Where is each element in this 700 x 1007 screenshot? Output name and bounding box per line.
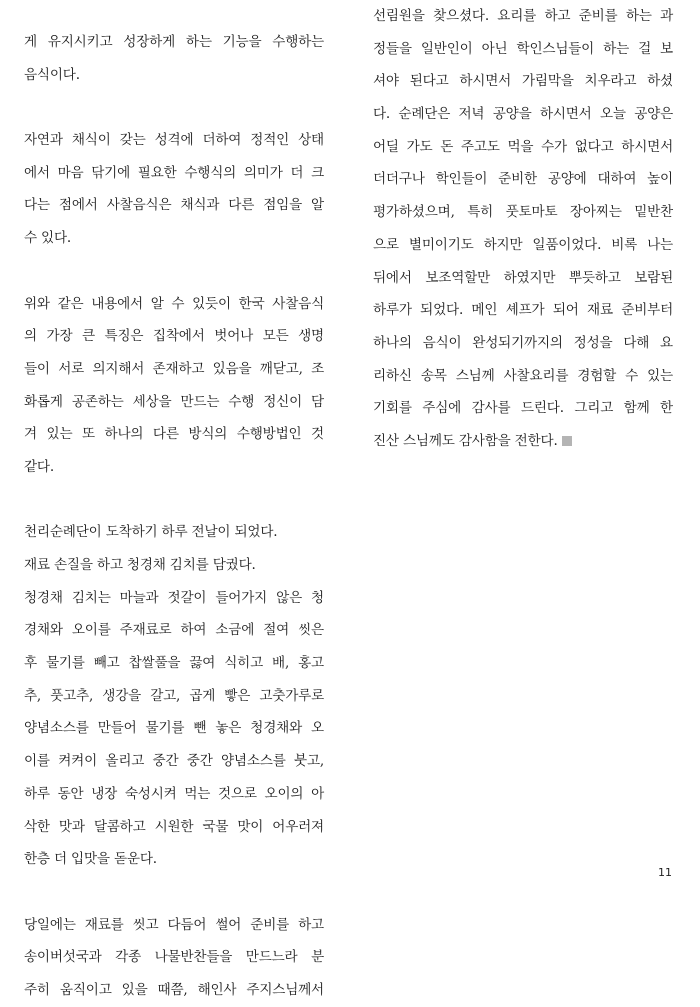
end-square-icon: [562, 436, 572, 446]
text-line: 들이 서로 의지해서 존재하고 있음을 깨닫고, 조: [24, 360, 324, 377]
text-line: 어딜 가도 돈 주고도 먹을 수가 없다고 하시면서: [373, 138, 673, 155]
text-line: 삭한 맛과 달콤하고 시원한 국물 맛이 어우러져: [24, 818, 324, 835]
text-line: 한층 더 입맛을 돋운다.: [24, 851, 157, 868]
text-line: 게 유지시키고 성장하게 하는 기능을 수행하는: [24, 34, 324, 50]
text-line: 추, 풋고추, 생강을 갈고, 곱게 빻은 고춧가루로: [24, 687, 324, 704]
paragraph-1: [24, 26, 324, 91]
final-sentence: 진산 스님께도 감사함을 전한다.: [373, 432, 558, 449]
text-line: 다. 순례단은 저녁 공양을 하시면서 오늘 공양은: [373, 106, 673, 123]
page-number: 11: [658, 866, 672, 879]
text-line: 위와 같은 내용에서 알 수 있듯이 한국 사찰음식: [24, 295, 324, 312]
text-line: 으로 별미이기도 하지만 일품이었다. 비록 나는: [373, 236, 673, 253]
text-line: 하루 동안 냉장 숙성시켜 먹는 것으로 오이의 아: [24, 785, 324, 802]
text-line: 천리순례단이 도착하기 하루 전날이 되었다.: [24, 524, 278, 541]
text-line: 음식이다.: [24, 66, 80, 83]
text-line: 후 물기를 빼고 찹쌀풀을 끓여 식히고 배, 홍고: [24, 655, 324, 672]
right-column: [373, 0, 673, 458]
text-line: 평가하셨으며, 특히 풋토마토 장아찌는 밑반찬: [373, 204, 673, 221]
text-line: 기회를 주심에 감사를 드린다. 그리고 함께 한: [373, 400, 673, 417]
text-line: 같다.: [24, 458, 54, 475]
text-line: 경채와 오이를 주재료로 하여 소금에 절여 씻은: [24, 622, 324, 639]
text-line: 의 가장 큰 특징은 집착에서 벗어나 모든 생명: [24, 328, 324, 345]
paragraph-5: [24, 909, 324, 1007]
text-line: 리하신 송목 스님께 사찰요리를 경험할 수 있는: [373, 367, 673, 384]
text-line: 뒤에서 보조역할만 하였지만 뿌듯하고 보람된: [373, 269, 673, 286]
text-line: 다는 점에서 사찰음식은 채식과 다른 점임을 알: [24, 197, 324, 214]
text-line: 송이버섯국과 각종 나물반찬들을 만드느라 분: [24, 949, 324, 966]
left-column: [24, 0, 324, 1007]
text-line: 더더구나 학인들이 준비한 공양에 대하여 높이: [373, 171, 673, 188]
paragraph-continued: [373, 0, 673, 458]
text-line: 당일에는 재료를 씻고 다듬어 썰어 준비를 하고: [24, 916, 324, 933]
text-line: 주히 움직이고 있을 때쯤, 해인사 주지스님께서: [24, 981, 324, 998]
text-line: 수 있다.: [24, 230, 72, 247]
text-line: 재료 손질을 하고 청경채 김치를 담궜다.: [24, 557, 256, 573]
text-line: 하나의 음식이 완성되기까지의 정성을 다해 요: [373, 334, 673, 351]
text-line: 이를 켜켜이 올리고 중간 중간 양념소스를 붓고,: [24, 753, 324, 770]
paragraph-2: [24, 124, 324, 255]
text-line: 자연과 채식이 갖는 성격에 더하여 정적인 상태: [24, 132, 324, 149]
text-line: 겨 있는 또 하나의 다른 방식의 수행방법인 것: [24, 426, 324, 443]
text-line: 에서 마음 닦기에 필요한 수행식의 의미가 더 크: [24, 164, 324, 181]
text-line: 화롭게 공존하는 세상을 만드는 수행 정신이 담: [24, 393, 324, 410]
text-line: 하루가 되었다. 메인 셰프가 되어 재료 준비부터: [373, 302, 673, 319]
text-line: 선림원을 찾으셨다. 요리를 하고 준비를 하는 과: [373, 8, 673, 24]
paragraph-3: [24, 288, 324, 484]
text-line: 정들을 일반인이 아닌 학인스님들이 하는 걸 보: [373, 40, 673, 57]
paragraph-4: [24, 516, 324, 876]
text-line: 양념소스를 만들어 물기를 뺀 놓은 청경채와 오: [24, 720, 324, 737]
text-line: 셔야 된다고 하시면서 가림막을 치우라고 하셨: [373, 73, 673, 90]
text-line-final: [373, 425, 673, 458]
text-line: 청경채 김치는 마늘과 젓갈이 들어가지 않은 청: [24, 589, 324, 606]
